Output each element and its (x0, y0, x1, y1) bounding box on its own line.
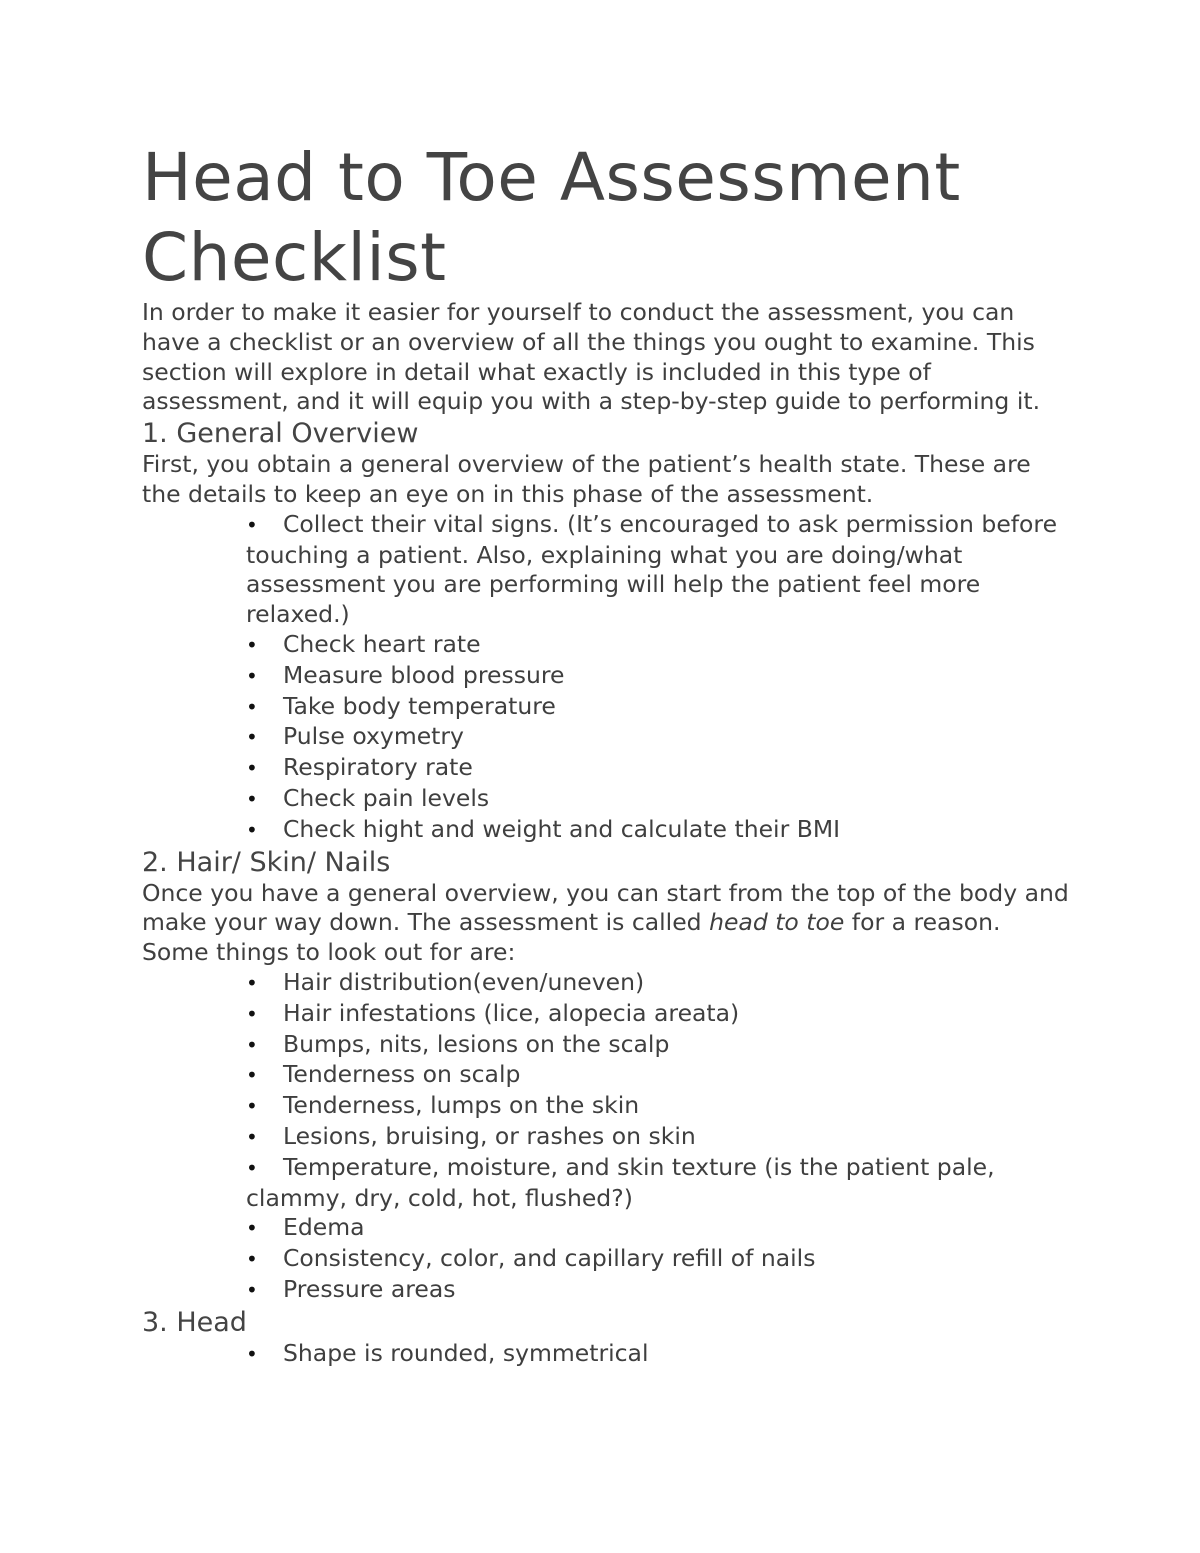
list-item: • Pressure areas (246, 1275, 1072, 1306)
bullet-icon: • (246, 1277, 258, 1302)
intro-paragraph: In order to make it easier for yourself to conduct the assessment, you can have a checklist or an overview of all the things you ought to examine. This section will explore in detail what exactly is included in this type of assessment, and it will equip you with a step-by-step guide to performing it. (142, 298, 1041, 416)
bullet-icon: • (246, 970, 258, 995)
hair-skin-nails-list (142, 968, 1072, 1306)
section-heading-head: 3. Head (142, 1306, 247, 1338)
bullet-icon: • (246, 1155, 258, 1180)
list-item: • Check hight and weight and calculate their BMI (246, 815, 1072, 846)
list-item: • Take body temperature (246, 692, 1072, 723)
list-item: • Edema (246, 1213, 1072, 1244)
section-heading-hair-skin-nails: 2. Hair/ Skin/ Nails (142, 846, 391, 878)
bullet-icon: • (246, 756, 258, 781)
bullet-icon: • (246, 1124, 258, 1149)
bullet-icon: • (246, 512, 258, 537)
list-item: • Temperature, moisture, and skin texture (is the patient pale, clammy, dry, cold, hot, flushed?) (246, 1152, 995, 1212)
list-item: • Check heart rate (246, 630, 1072, 661)
list-item: • Hair infestations (lice, alopecia areata) (246, 999, 1072, 1030)
section-paragraph-general-overview: First, you obtain a general overview of the patient’s health state. These are the details to keep an eye on in this phase of the assessment. (142, 450, 1031, 508)
bullet-icon: • (246, 632, 258, 657)
bullet-icon: • (246, 725, 258, 750)
list-item: • Check pain levels (246, 784, 1072, 815)
list-item: • Lesions, bruising, or rashes on skin (246, 1122, 1072, 1153)
list-item: • Pulse oxymetry (246, 722, 1072, 753)
head-list (142, 1339, 1072, 1370)
bullet-icon: • (246, 1032, 258, 1057)
list-item: • Hair distribution(even/uneven) (246, 968, 1072, 999)
general-overview-list (142, 510, 1072, 846)
bullet-icon: • (246, 1216, 258, 1241)
bullet-icon: • (246, 1094, 258, 1119)
emphasis-text: head to toe (709, 908, 845, 937)
list-item: • Shape is rounded, symmetrical (246, 1339, 1072, 1370)
bullet-icon: • (246, 1001, 258, 1026)
document-title: Head to Toe Assessment Checklist (142, 139, 961, 296)
bullet-icon: • (246, 786, 258, 811)
list-item: • Collect their vital signs. (It’s encouraged to ask permission before touching a patient. Also, explaining what you are doing/what assessment you are performing will help the patient feel more relaxed.) (246, 509, 1058, 629)
bullet-icon: • (246, 817, 258, 842)
section-heading-general-overview: 1. General Overview (142, 418, 419, 450)
bullet-icon: • (246, 1341, 258, 1366)
list-item: • Tenderness, lumps on the skin (246, 1091, 1072, 1122)
document-page (142, 138, 1072, 1370)
bullet-icon: • (246, 1247, 258, 1272)
bullet-icon: • (246, 694, 258, 719)
bullet-icon: • (246, 1063, 258, 1088)
list-item: • Consistency, color, and capillary refill of nails (246, 1244, 1072, 1275)
list-item: • Tenderness on scalp (246, 1060, 1072, 1091)
bullet-icon: • (246, 663, 258, 688)
section-paragraph-hair-skin-nails: Once you have a general overview, you can start from the top of the body and make your way down. The assessment is called head to toe for a reason. Some things to look out for are: (142, 878, 1069, 967)
list-item: • Bumps, nits, lesions on the scalp (246, 1030, 1072, 1061)
list-item: • Respiratory rate (246, 753, 1072, 784)
list-item: • Measure blood pressure (246, 661, 1072, 692)
